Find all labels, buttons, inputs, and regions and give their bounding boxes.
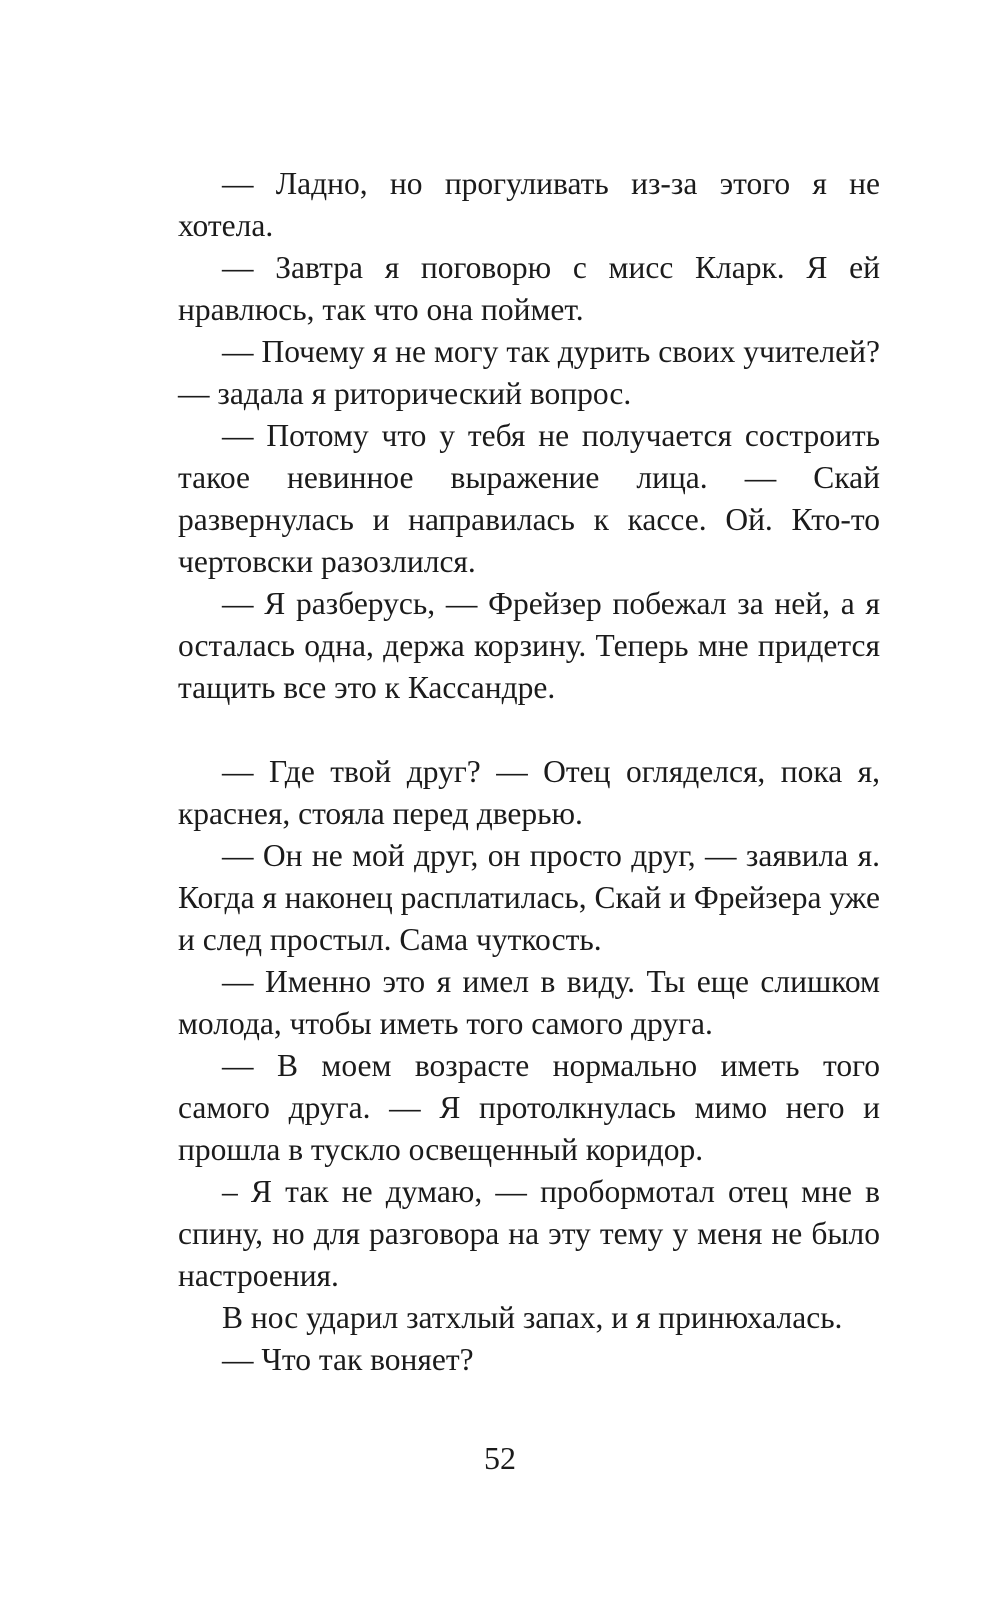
page-number: 52 [484,1440,516,1476]
paragraph: — Завтра я поговорю с мисс Кларк. Я ей нравлюсь, так что она поймет. [178,250,880,327]
paragraph: В нос ударил затхлый запах, и я принюхалась. [222,1300,843,1335]
paragraph: — Ладно, но прогуливать из-за этого я не хотела. [178,166,880,243]
body-text [178,163,880,1381]
paragraph: — Потому что у тебя не получается состроить такое невинное выражение лица. — Скай развернулась и направилась к кассе. Ой. Кто-то чертовски разозлился. [178,418,880,579]
paragraph: – Я так не думаю, — пробормотал отец мне в спину, но для разговора на эту тему у меня не было настроения. [178,1174,880,1293]
paragraph: — Он не мой друг, он просто друг, — заявила я. Когда я наконец расплатилась, Скай и Фрейзера уже и след простыл. Сама чуткость. [178,838,880,957]
paragraph: — Почему я не могу так дурить своих учителей? — задала я риторический вопрос. [178,334,880,411]
paragraph: — Где твой друг? — Отец огляделся, пока я, краснея, стояла перед дверью. [178,754,880,831]
paragraph: — Я разберусь, — Фрейзер побежал за ней, а я осталась одна, держа корзину. Теперь мне придется тащить все это к Кассандре. [178,586,880,705]
paragraph: — Что так воняет? [222,1342,474,1377]
paragraph: — Именно это я имел в виду. Ты еще слишком молода, чтобы иметь того самого друга. [178,964,880,1041]
paragraph: — В моем возрасте нормально иметь того самого друга. — Я протолкнулась мимо него и прошла в тускло освещенный коридор. [178,1048,880,1167]
section-break [178,709,880,751]
